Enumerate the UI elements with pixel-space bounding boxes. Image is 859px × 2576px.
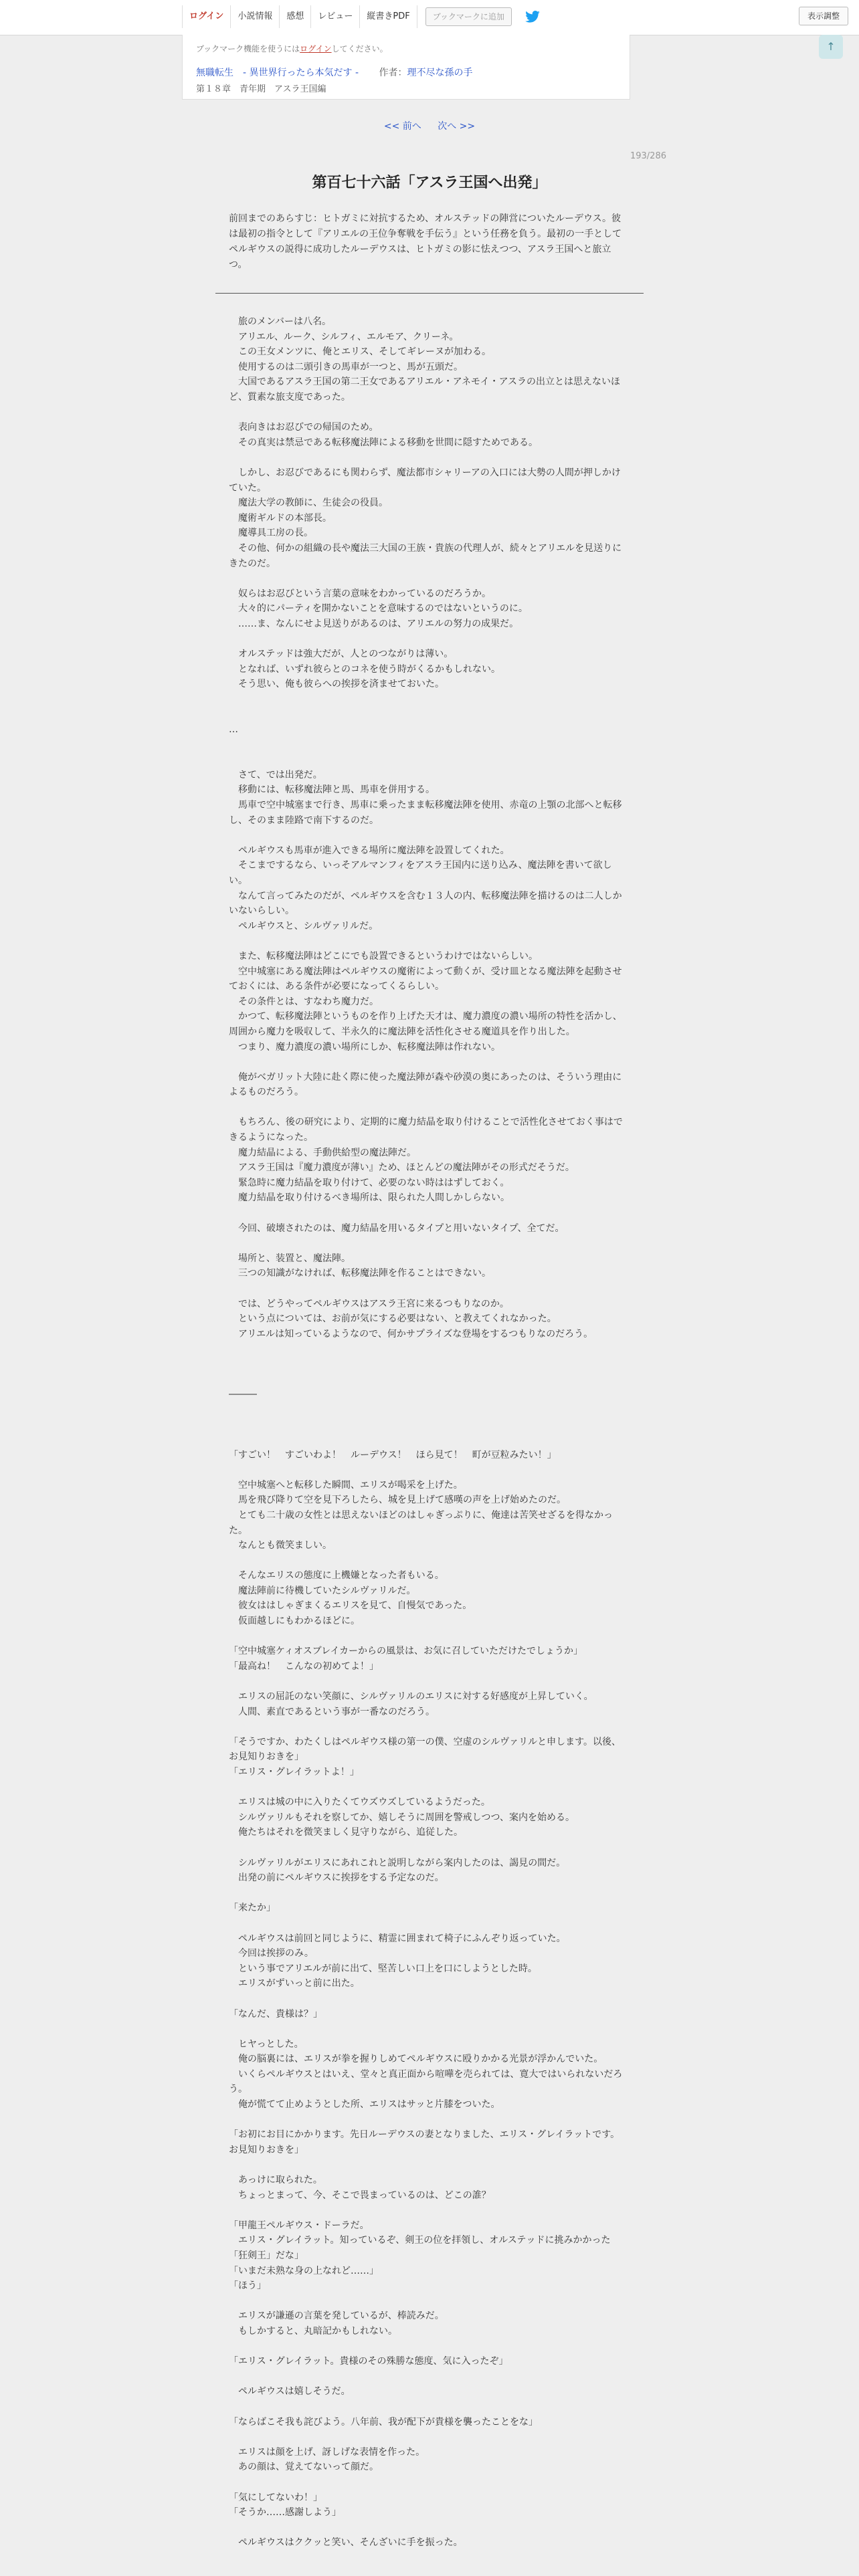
chapter-title: 第百七十六話「アスラ王国へ出発」: [312, 175, 547, 191]
body-line: 空中城塞にある魔法陣はペルギウスの魔術によって動くが、受け皿となる魔法陣を起動させておくには、ある条件が必要になってくるらしい。: [229, 966, 622, 992]
body-line: 俺がベガリット大陸に赴く際に使った魔法陣が森や砂漠の奥にあったのは、そういう理由によるものだろう。: [229, 1071, 622, 1098]
body-line: 緊急時に魔力結晶を取り付けて、必要のない時ははずしておく。: [229, 1177, 510, 1188]
body-line: [229, 1236, 626, 1251]
body-line: とても二十歳の女性とは思えないほどのはしゃぎっぷりに、俺達は苦笑せざるを得なかった。: [229, 1509, 613, 1536]
pager: [0, 119, 859, 132]
body-line: 「ならばこそ我も詫びよう。八年前、我が配下が貴様を襲ったことをな」: [229, 2416, 538, 2428]
body-line: …: [229, 724, 238, 736]
body-line: 魔力結晶による、手動供給型の魔法陣だ。: [229, 1147, 416, 1158]
bookmark-add-button[interactable]: ブックマークに追加: [425, 7, 512, 26]
preface-divider: [215, 293, 644, 294]
body-line: 仮面越しにもわかるほどに。: [229, 1616, 360, 1627]
body-line: つまり、魔力濃度の濃い場所にしか、転移魔法陣は作れない。: [229, 1041, 500, 1053]
body-line: エリスが謙遜の言葉を発しているが、棒読みだ。: [229, 2311, 444, 2322]
body-line: 「そうか……感謝しよう」: [229, 2507, 341, 2518]
body-line: [229, 450, 626, 465]
vertical-pdf-link[interactable]: 縦書きPDF: [360, 5, 417, 28]
body-line: ペルギウスと、シルヴァリルだ。: [229, 920, 379, 932]
body-line: では、どうやってペルギウスはアスラ王宮に来るつもりなのか。: [229, 1298, 509, 1309]
novel-title-line: [196, 66, 472, 79]
body-line: 「気にしてないわ！」: [229, 2492, 322, 2503]
body-line: [229, 1840, 626, 1856]
display-settings-button[interactable]: 表示調整: [799, 7, 848, 25]
body-line: 「最高ね！ こんなの初めてよ！」: [229, 1660, 379, 1672]
twitter-icon[interactable]: [525, 5, 540, 28]
body-line: [229, 2520, 626, 2536]
body-line: エリス・グレイラット。知っているぞ、剣王の位を拝領し、オルステッドに挑みかかった「狂剣王」だな」: [229, 2235, 611, 2261]
body-line: この王女メンツに、俺とエリス、そしてギレーヌが加わる。: [229, 346, 491, 358]
body-line: 場所と、装置と、魔法陣。: [229, 1253, 351, 1264]
author-label: 作者：: [379, 68, 407, 78]
body-line: ヒヤっとした。: [229, 2038, 304, 2050]
body-line: という事でアリエルが前に出て、堅苦しい口上を口にしようとした時。: [229, 1963, 537, 1974]
body-line: [229, 2203, 626, 2218]
body-line: なんて言ってみたのだが、ペルギウスを含む１３人の内、転移魔法陣を描けるのは二人しかいないらしい。: [229, 890, 622, 917]
body-line: あの顔は、覚えてないって顔だ。: [229, 2462, 379, 2473]
note-suffix: してください。: [331, 44, 388, 53]
top-nav-bar: [0, 0, 859, 35]
body-line: 人間、素直であるという事が一番なのだろう。: [229, 1706, 435, 1717]
body-line: 旅のメンバーは八名。: [229, 316, 332, 327]
next-link[interactable]: 次へ >>: [438, 121, 476, 132]
body-line: アスラ王国は『魔力濃度が薄い』ため、ほとんどの魔法陣がその形式だそうだ。: [229, 1162, 575, 1174]
body-line: [229, 1629, 626, 1644]
body-line: [229, 2339, 626, 2355]
body-line: ―――: [229, 1389, 257, 1400]
body-line: [229, 2157, 626, 2173]
body-line: 今回は挨拶のみ。: [229, 1948, 314, 1959]
impressions-link[interactable]: 感想: [280, 5, 311, 28]
body-line: エリスがずいっと前に出た。: [229, 1978, 360, 1990]
body-line: [229, 2430, 626, 2445]
body-line: そんなエリスの態度に上機嫌となった者もいる。: [229, 1570, 444, 1582]
body-line: 俺たちはそれを微笑ましく見守りながら、追従した。: [229, 1827, 463, 1838]
body-line: ペルギウスも馬車が進入できる場所に魔法陣を設置してくれた。: [229, 845, 510, 856]
body-line: 使用するのは二頭引きの馬車が一つと、馬が五頭だ。: [229, 361, 463, 372]
body-line: もちろん、後の研究により、定期的に魔力結晶を取り付けることで活性化させておく事はできるようになった。: [229, 1117, 623, 1144]
body-line: 魔導具工房の長。: [229, 528, 313, 539]
chapter-body: [229, 314, 626, 2551]
review-link[interactable]: レビュー: [311, 5, 360, 28]
body-line: なんとも微笑ましい。: [229, 1540, 332, 1551]
novel-info-link[interactable]: 小説情報: [231, 5, 280, 28]
body-line: 移動には、転移魔法陣と馬、馬車を併用する。: [229, 784, 435, 796]
body-line: 魔法陣前に待機していたシルヴァリルだ。: [229, 1585, 416, 1596]
body-line: 大国であるアスラ王国の第二王女であるアリエル・アネモイ・アスラの出立とは思えないほど、質素な旅支度であった。: [229, 377, 621, 403]
body-line: [229, 1341, 626, 1357]
body-line: そう思い、俺も彼らへの挨拶を済ませておいた。: [229, 679, 444, 690]
arrow-up-icon: ↑: [826, 40, 836, 53]
body-line: [229, 1372, 626, 1388]
body-line: [229, 828, 626, 843]
body-line: 「いまだ未熟な身の上なれど……」: [229, 2265, 379, 2276]
note-login-link[interactable]: ログイン: [300, 44, 332, 53]
body-line: その真実は禁忌である転移魔法陣による移動を世間に隠すためである。: [229, 437, 538, 448]
body-line: 「ほう」: [229, 2280, 266, 2292]
author-link[interactable]: 理不尽な孫の手: [407, 68, 473, 78]
body-line: 「エリス・グレイラットよ！」: [229, 1767, 359, 1778]
body-line: [229, 1100, 626, 1115]
body-line: 奴らはお忍びという言葉の意味をわかっているのだろうか。: [229, 588, 491, 599]
body-line: 「お初にお目にかかります。先日ルーデウスの妻となりました、エリス・グレイラットです。お見知りおきを」: [229, 2129, 620, 2155]
body-line: [229, 1992, 626, 2007]
body-line: [229, 1281, 626, 1297]
note-prefix: ブックマーク機能を使うには: [196, 44, 300, 53]
body-line: 「来たか」: [229, 1903, 276, 1914]
body-line: [229, 707, 626, 722]
login-link[interactable]: ログイン: [182, 5, 231, 28]
body-line: 今回、破壊されたのは、魔力結晶を用いるタイプと用いないタイプ、全てだ。: [229, 1222, 565, 1234]
body-line: さて、では出発だ。: [229, 769, 322, 780]
body-line: 「空中城塞ケィオスブレイカーからの風景は、お気に召していただけたでしょうか」: [229, 1646, 583, 1657]
body-line: ペルギウスは前回と同じように、精霊に囲まれて椅子にふんぞり返っていた。: [229, 1933, 566, 1944]
body-line: エリスは城の中に入りたくてウズウズしているようだった。: [229, 1797, 490, 1808]
bookmark-login-note: [196, 43, 388, 54]
body-line: 馬を飛び降りて空を見下ろしたら、城を見上げて感嘆の声を上げ始めたのだ。: [229, 1495, 566, 1506]
body-line: また、転移魔法陣はどこにでも設置できるというわけではないらしい。: [229, 950, 538, 962]
body-line: エリスは顔を上げ、訝しげな表情を作った。: [229, 2446, 425, 2458]
body-line: エリスの屈託のない笑顔に、シルヴァリルのエリスに対する好感度が上昇していく。: [229, 1691, 593, 1703]
body-line: [229, 1055, 626, 1070]
body-line: [229, 1916, 626, 1931]
body-line: [229, 2294, 626, 2309]
body-line: アリエルは知っているようなので、何かサプライズな登場をするつもりなのだろう。: [229, 1328, 593, 1339]
preface-text: 前回までのあらすじ：ヒトガミに対抗するため、オルステッドの陣営についたルーデウス。彼は最初の指令として『アリエルの王位争奪戦を手伝う』という任務を負う。最初の一手としてペルギウスの説得に成功したルーデウスは、ヒトガミの影に怯えつつ、アスラ王国へと旅立つ。: [229, 213, 622, 270]
body-line: [229, 2022, 626, 2037]
body-line: 三つの知識がなければ、転移魔法陣を作ることはできない。: [229, 1268, 491, 1279]
body-line: [229, 1417, 626, 1432]
body-line: ……ま、なんにせよ見送りがあるのは、アリエルの努力の成果だ。: [229, 618, 519, 629]
body-line: かつて、転移魔法陣というものを作り上げた天才は、魔力濃度の濃い場所の特性を活かし、周囲から魔力を吸収して、半永久的に魔法陣を活性化させる魔道具を作り出した。: [229, 1011, 622, 1037]
body-line: 「エリス・グレイラット。貴様のその殊勝な態度、気に入ったぞ」: [229, 2356, 508, 2367]
nav-menu: [182, 5, 540, 28]
body-line: [229, 1886, 626, 1901]
body-line: [229, 1463, 626, 1478]
body-line: 空中城塞へと転移した瞬間、エリスが喝采を上げた。: [229, 1479, 463, 1491]
body-line: [229, 2369, 626, 2385]
body-line: [229, 1674, 626, 1689]
body-line: 俺が慌てて止めようとした所、エリスはサッと片膝をついた。: [229, 2099, 500, 2111]
body-line: となれば、いずれ彼らとのコネを使う時がくるかもしれない。: [229, 663, 500, 675]
body-line: ペルギウスはククッと笑い、そんざいに手を振った。: [229, 2537, 463, 2549]
body-line: [229, 405, 626, 421]
body-line: [229, 2399, 626, 2415]
chapter-path: 第１８章 青年期 アスラ王国編: [196, 84, 326, 94]
body-line: 「そうですか、わたくしはペルギウス様の第一の僕、空虚のシルヴァリルと申します。以後、お見知りおきを」: [229, 1736, 621, 1763]
body-line: [229, 692, 626, 708]
body-line: 魔法大学の教師に、生徒会の役員。: [229, 498, 388, 509]
body-line: シルヴァリルがエリスにあれこれと説明しながら案内したのは、謁見の間だ。: [229, 1857, 566, 1868]
novel-title-link[interactable]: 無職転生 - 異世界行ったら本気だす -: [196, 68, 359, 78]
body-line: [229, 1402, 626, 1418]
body-line: 俺の脳裏には、エリスが拳を握りしめてペルギウスに殴りかかる光景が浮かんでいた。: [229, 2054, 603, 2065]
body-line: いくらペルギウスとはいえ、堂々と真正面から喧嘩を売られては、寛大ではいられないだろう。: [229, 2068, 623, 2095]
page-number: 193/286: [630, 151, 666, 161]
body-line: 馬車で空中城塞まで行き、馬車に乗ったまま転移魔法陣を使用、赤竜の上顎の北部へと転移し、そのまま陸路で南下するのだ。: [229, 800, 622, 826]
body-line: [229, 2113, 626, 2128]
body-line: [229, 1357, 626, 1372]
body-line: 彼女ははしゃぎまくるエリスを見て、自慢気であった。: [229, 1600, 472, 1612]
body-line: [229, 1553, 626, 1569]
body-line: [229, 738, 626, 753]
body-line: 表向きはお忍びでの帰国のため。: [229, 422, 379, 433]
body-line: 「すごい！ すごいわよ！ ルーデウス！ ほら見て！ 町が豆粒みたい！」: [229, 1449, 557, 1461]
prev-link[interactable]: << 前へ: [383, 121, 421, 132]
body-line: アリエル、ルーク、シルフィ、エルモア、クリーネ。: [229, 331, 459, 342]
body-line: 「甲龍王ペルギウス・ドーラだ。: [229, 2220, 369, 2231]
body-line: [229, 1206, 626, 1221]
body-line: オルステッドは強大だが、人とのつながりは薄い。: [229, 649, 454, 660]
body-line: そこまでするなら、いっそアルマンフィをアスラ王国内に送り込み、魔法陣を書いて欲しい。: [229, 860, 612, 886]
body-line: [229, 2475, 626, 2490]
body-line: 出発の前にペルギウスに挨拶をする予定なのだ。: [229, 1872, 444, 1884]
body-line: [229, 1780, 626, 1796]
body-line: もしかすると、丸暗記かもしれない。: [229, 2325, 397, 2337]
body-line: ちょっとまって、今、そこで畏まっているのは、どこの誰？: [229, 2189, 491, 2201]
body-line: [229, 1719, 626, 1735]
body-line: [229, 571, 626, 586]
body-line: 魔術ギルドの本部長。: [229, 512, 332, 524]
body-line: シルヴァリルもそれを察してか、嬉しそうに周囲を警戒しつつ、案内を始める。: [229, 1812, 575, 1823]
body-line: [229, 752, 626, 768]
body-line: しかし、お忍びであるにも関わらず、魔法都市シャリーアの入口には大勢の人間が押しかけていた。: [229, 467, 621, 494]
body-line: [229, 934, 626, 949]
body-line: その他、何かの組織の長や魔法三大国の王族・貴族の代理人が、続々とアリエルを見送りにきたのだ。: [229, 542, 622, 569]
novel-info-box: [182, 35, 630, 100]
scroll-up-button[interactable]: [819, 35, 843, 59]
body-line: [229, 1432, 626, 1448]
body-line: という点については、お前が気にする必要はない、と教えてくれなかった。: [229, 1313, 557, 1325]
body-line: 魔力結晶を取り付けるべき場所は、限られた人間しかしらない。: [229, 1192, 510, 1204]
body-line: 大々的にパーティを開かないことを意味するのではないというのに。: [229, 603, 528, 615]
body-line: ペルギウスは嬉しそうだ。: [229, 2386, 351, 2397]
body-line: 「なんだ、貴様は？」: [229, 2008, 322, 2020]
body-line: あっけに取られた。: [229, 2175, 322, 2186]
body-line: [229, 631, 626, 647]
body-line: その条件とは、すなわち魔力だ。: [229, 996, 379, 1007]
